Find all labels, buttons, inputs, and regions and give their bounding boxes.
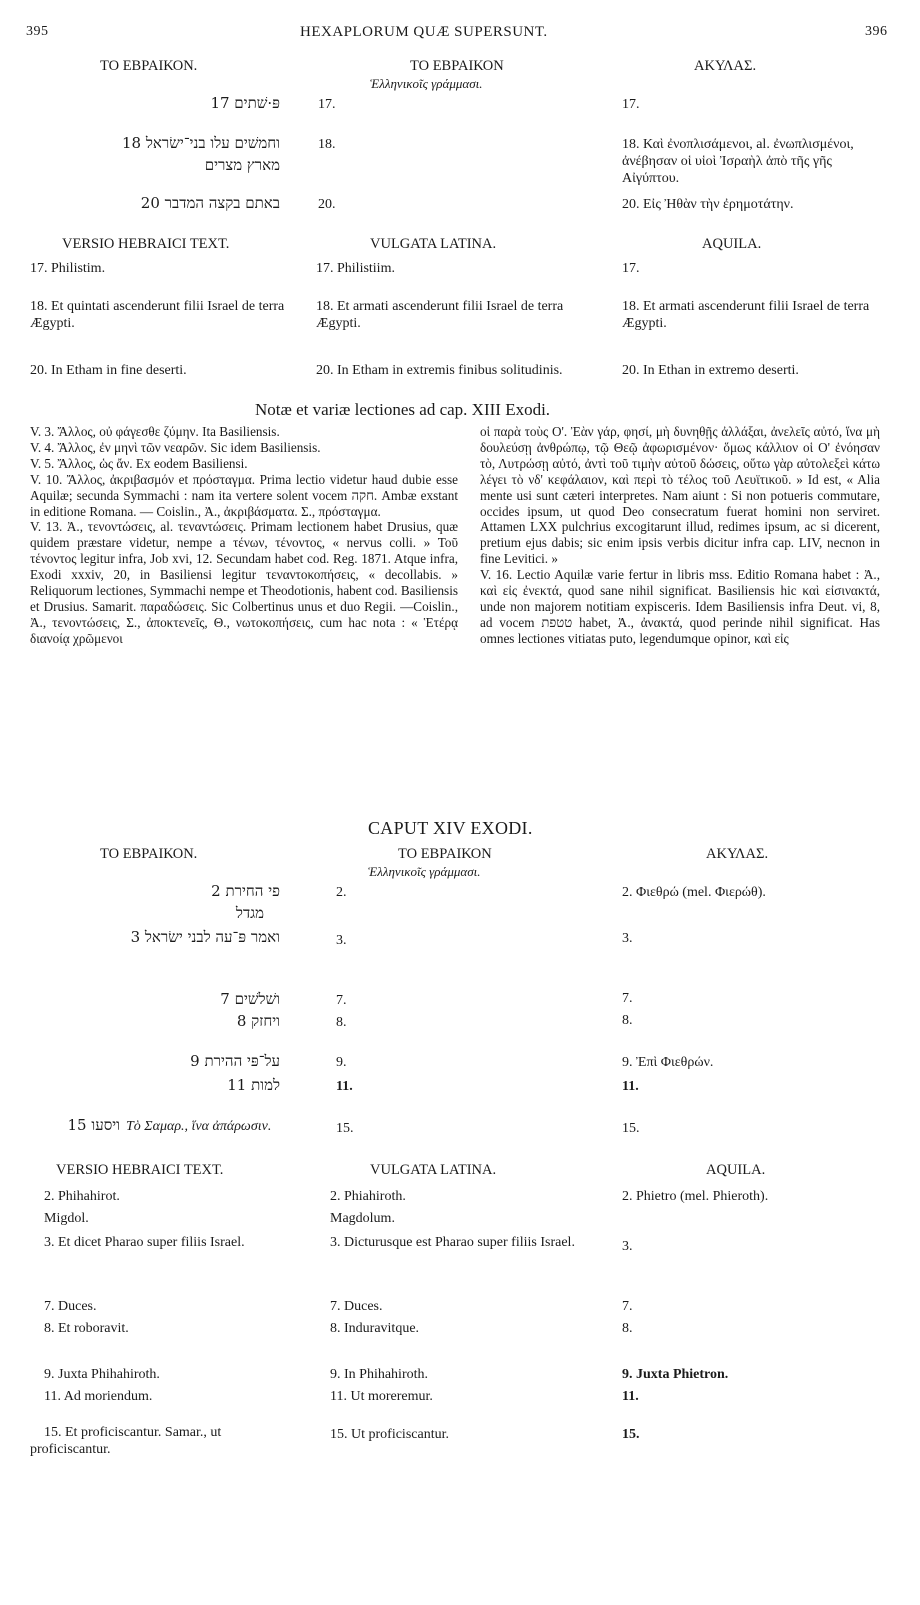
mid-aquila-2: 2. Φιεθρώ (mel. Φιερώθ). bbox=[622, 885, 766, 900]
b-vulgata-11: 11. Ut moreremur. bbox=[330, 1389, 433, 1404]
mid-hebrew-2: פי החירת 2 bbox=[211, 882, 280, 900]
mid-greek-11: 11. bbox=[336, 1079, 353, 1094]
bottom-head-vulgata: VULGATA LATINA. bbox=[370, 1162, 497, 1178]
note-v4: V. 4. Ἄλλος, ἐν μηνὶ τῶν νεαρῶν. Sic idem Basiliensis. bbox=[30, 439, 321, 455]
b-versio-2: 2. Phihahirot. bbox=[44, 1189, 120, 1204]
mid-aquila-7: 7. bbox=[622, 991, 633, 1006]
col-head-greek-letters-sub: Ἑλληνικοῖς γράμμασι. bbox=[370, 76, 483, 91]
b-versio-migdol: Migdol. bbox=[44, 1211, 89, 1226]
mid-head-aquila: ΑΚΥΛΑΣ. bbox=[706, 846, 769, 862]
greek-verse-17: 17. bbox=[318, 97, 336, 112]
mid-greek-8: 8. bbox=[336, 1015, 347, 1030]
mid-greek-7: 7. bbox=[336, 993, 347, 1008]
b-versio-8: 8. Et roboravit. bbox=[44, 1321, 129, 1336]
mid-greek-2: 2. bbox=[336, 885, 347, 900]
notes-title: Notæ et variæ lectiones ad cap. XIII Exodi. bbox=[255, 400, 551, 419]
greek-verse-20: 20. bbox=[318, 197, 336, 212]
b-aquila-7: 7. bbox=[622, 1299, 633, 1314]
bottom-head-versio: VERSIO HEBRAICI TEXT. bbox=[56, 1162, 224, 1178]
mid-greek-3: 3. bbox=[336, 933, 347, 948]
col-head-hebrew: ΤΟ ΕΒΡΑΙΚΟΝ. bbox=[100, 58, 198, 74]
vulgata-18: 18. Et armati ascenderunt filii Israel de terra Ægypti. bbox=[316, 299, 564, 331]
hebrew-verse-20: באתם בקצה המדבר 20 bbox=[140, 194, 280, 212]
b-vulgata-9: 9. In Phihahiroth. bbox=[330, 1367, 428, 1382]
right-page-number: 396 bbox=[865, 24, 888, 39]
versio-17: 17. Philistim. bbox=[30, 261, 106, 276]
bottom-head-aquila: AQUILA. bbox=[706, 1162, 766, 1178]
note-v5: V. 5. Ἄλλος, ὡς ἄν. Ex eodem Basiliensi. bbox=[30, 455, 248, 471]
mid-aquila-9: 9. Ἐπὶ Φιεθρών. bbox=[622, 1055, 714, 1070]
b-aquila-11: 11. bbox=[622, 1389, 639, 1404]
b-vulgata-8: 8. Induravitque. bbox=[330, 1321, 420, 1336]
b-versio-11: 11. Ad moriendum. bbox=[44, 1389, 153, 1404]
hebrew-verse-18-cont: מארץ מצרים bbox=[204, 156, 280, 174]
mid-samar-15: Τὸ Σαμαρ., ἵνα ἀπάρωσιν. bbox=[126, 1119, 272, 1134]
latin-head-versio: VERSIO HEBRAICI TEXT. bbox=[62, 236, 230, 252]
col-head-greek-letters: ΤΟ ΕΒΡΑΙΚΟΝ bbox=[410, 58, 504, 74]
note-continuation: οἱ παρὰ τοὺς Ο'. Ἐὰν γάρ, φησί, μὴ δυνηθῇς ἀλλάξαι, ἀνελεῖς αὐτό, ἵνα μὴ δουλεύσῃ ἀνθρώπῳ, τῷ Θεῷ ἀφωρισμένον· ὅμως κάλλιον οἱ Ο' ἐνόησαν τὸ, Λυτρώσῃ αὐτό, ἀντὶ τοῦ τιμὴν αὐτοῦ δώσεις, οὕτω γὰρ αὐτολεξεὶ κάτω λέγει τὸ νδ' κεφάλαιον, καὶ περὶ τὸ τέλος τοῦ Λευϊτικοῦ. » Id est, « Alia mente usi sunt cæteri interpretes. Nam aiunt : Si non potueris commutare, occides ipsum, ut quod Deo consecratum fuerat homini non serviret. Attamen LXX pulchrius excogitarunt illud, redimes ipsum, ac si dicerent, pretium ejus dabis; sic enim ipsis verbis dicitur infra cap. LIV, necnon in fine Levitici. » bbox=[480, 424, 880, 567]
latin-head-aquila: AQUILA. bbox=[702, 236, 762, 252]
aquila-verse-20: 20. Εἰς Ἠθὰν τὴν ἐρημοτάτην. bbox=[622, 197, 794, 212]
mid-greek-15: 15. bbox=[336, 1121, 354, 1136]
aquila-latin-18: 18. Et armati ascenderunt filii Israel de terra Ægypti. bbox=[622, 299, 870, 331]
mid-hebrew-9: על־פּי ההירת 9 bbox=[190, 1052, 280, 1070]
mid-aquila-8: 8. bbox=[622, 1013, 633, 1028]
mid-aquila-15: 15. bbox=[622, 1121, 640, 1136]
b-aquila-8: 8. bbox=[622, 1321, 633, 1336]
b-vulgata-2: 2. Phiahiroth. bbox=[330, 1189, 406, 1204]
mid-head-greek-letters: ΤΟ ΕΒΡΑΙΚΟΝ bbox=[398, 846, 492, 862]
vulgata-20: 20. In Etham in extremis finibus solitudinis. bbox=[316, 363, 563, 378]
note-v3: V. 3. Ἄλλος, οὐ φάγεσθε ζύμην. Ita Basiliensis. bbox=[30, 424, 280, 439]
b-aquila-2: 2. Phietro (mel. Phieroth). bbox=[622, 1189, 769, 1204]
hebrew-verse-17: פּ·שׁתים 17 bbox=[210, 94, 280, 112]
mid-aquila-3: 3. bbox=[622, 931, 633, 946]
mid-hebrew-7: ושׁלשׁים 7 bbox=[220, 990, 280, 1008]
b-vulgata-7: 7. Duces. bbox=[330, 1299, 383, 1314]
mid-hebrew-8: ויחזק 8 bbox=[236, 1012, 280, 1030]
b-versio-9: 9. Juxta Phihahiroth. bbox=[44, 1367, 160, 1382]
latin-head-vulgata: VULGATA LATINA. bbox=[370, 236, 497, 252]
aquila-latin-17: 17. bbox=[622, 261, 640, 276]
running-title: HEXAPLORUM QUÆ SUPERSUNT. bbox=[300, 24, 548, 40]
vulgata-17: 17. Philistiim. bbox=[316, 261, 395, 276]
col-head-aquila: ΑΚΥΛΑΣ. bbox=[694, 58, 757, 74]
mid-hebrew-15: ויסעו 15 bbox=[67, 1116, 120, 1134]
b-versio-7: 7. Duces. bbox=[44, 1299, 97, 1314]
notes-left-column bbox=[30, 424, 458, 647]
b-vulgata-3: 3. Dicturusque est Pharao super filiis Israel. bbox=[330, 1235, 575, 1250]
greek-verse-18: 18. bbox=[318, 137, 336, 152]
left-page-number: 395 bbox=[26, 24, 49, 39]
mid-greek-9: 9. bbox=[336, 1055, 347, 1070]
aquila-latin-20: 20. In Ethan in extremo deserti. bbox=[622, 363, 799, 378]
b-versio-3: 3. Et dicet Pharao super filiis Israel. bbox=[44, 1235, 245, 1250]
b-aquila-15: 15. bbox=[622, 1427, 640, 1442]
b-vulgata-magdolum: Magdolum. bbox=[330, 1211, 395, 1226]
aquila-verse-17: 17. bbox=[622, 97, 640, 112]
mid-aquila-11: 11. bbox=[622, 1079, 639, 1094]
note-v13: V. 13. Ἀ., τενοντώσεις, al. τεναντώσεις. Primam lectionem habet Drusius, quæ quidem præstare videtur, nempe a τένων, τένοντος, « nervus colli. » Τοῦ τένοντος legitur infra, Job xvi, 12. Secundam habet cod. Reg. 1871. Atque infra, Exodi xxxiv, 20, in Basiliensi legitur τεναντοκοπήσεις, « decollabis. » Reliquorum lectiones, Symmachi nempe et Theodotionis, habent cod. Basiliensis et Drusius. Samarit. παραδώσεις. Sic Colbertinus unus et duo Regii. —Coislin., Ἀ., τενοντώσεις, Σ., ἀποκτενεῖς, Θ., νωτοκοπήσεις, cum hac nota : « Ἑτέρᾳ διανοίᾳ χρῶμενοι bbox=[30, 519, 458, 646]
note-v16: V. 16. Lectio Aquilæ varie fertur in libris mss. Editio Romana habet : Ἀ., καὶ εἰς ἐνεκτά, quod sane nihil significat. Basiliensis hic καὶ εἰσινακτά, unde non majorem notitiam expisceris. Idem Basiliensis infra Deut. vi, 8, ad vocem טטפת habet, Ἀ., ἀνακτά, quod perinde nihil significat. Has omnes lectiones vitiatas puto, legendumque opinor, καὶ εἰς bbox=[480, 567, 880, 646]
mid-hebrew-2-cont: מגדל bbox=[235, 904, 264, 922]
b-aquila-9: 9. Juxta Phietron. bbox=[622, 1367, 729, 1382]
hebrew-verse-18: וחמשׁים עלו בני־ישׂראל 18 bbox=[122, 134, 280, 152]
versio-20: 20. In Etham in fine deserti. bbox=[30, 363, 187, 378]
caput-title: CAPUT XIV EXODI. bbox=[368, 818, 533, 838]
b-versio-15: 15. Et proficiscantur. Samar., ut proficiscantur. bbox=[30, 1425, 222, 1457]
b-aquila-3: 3. bbox=[622, 1239, 633, 1254]
mid-head-hebrew: ΤΟ ΕΒΡΑΙΚΟΝ. bbox=[100, 846, 198, 862]
mid-hebrew-11: למות 11 bbox=[227, 1076, 280, 1094]
notes-right-column bbox=[480, 424, 880, 647]
aquila-verse-18: 18. Καὶ ἐνοπλισάμενοι, al. ἐνωπλισμένοι, ἀνέβησαν οἱ υἱοὶ Ἰσραὴλ ἀπὸ τῆς γῆς Αἰγύπτου. bbox=[622, 137, 854, 186]
versio-18: 18. Et quintati ascenderunt filii Israel de terra Ægypti. bbox=[30, 299, 285, 331]
mid-head-greek-letters-sub: Ἑλληνικοῖς γράμμασι. bbox=[368, 864, 481, 879]
note-v10: V. 10. Ἄλλος, ἀκριβασμόν et πρόσταγμα. Prima lectio videtur haud dubie esse Aquilæ; secunda Symmachi : nam ita vertere solent vocem חקה. Ambæ exstant in editione Romana. — Coislin., Ἀ., ἀκριβάσματα. Σ., πρόσταγμα. bbox=[30, 471, 458, 519]
b-vulgata-15: 15. Ut proficiscantur. bbox=[330, 1427, 449, 1442]
mid-hebrew-3: ואמר פּ־עה לבני ישׂראל 3 bbox=[130, 928, 280, 946]
